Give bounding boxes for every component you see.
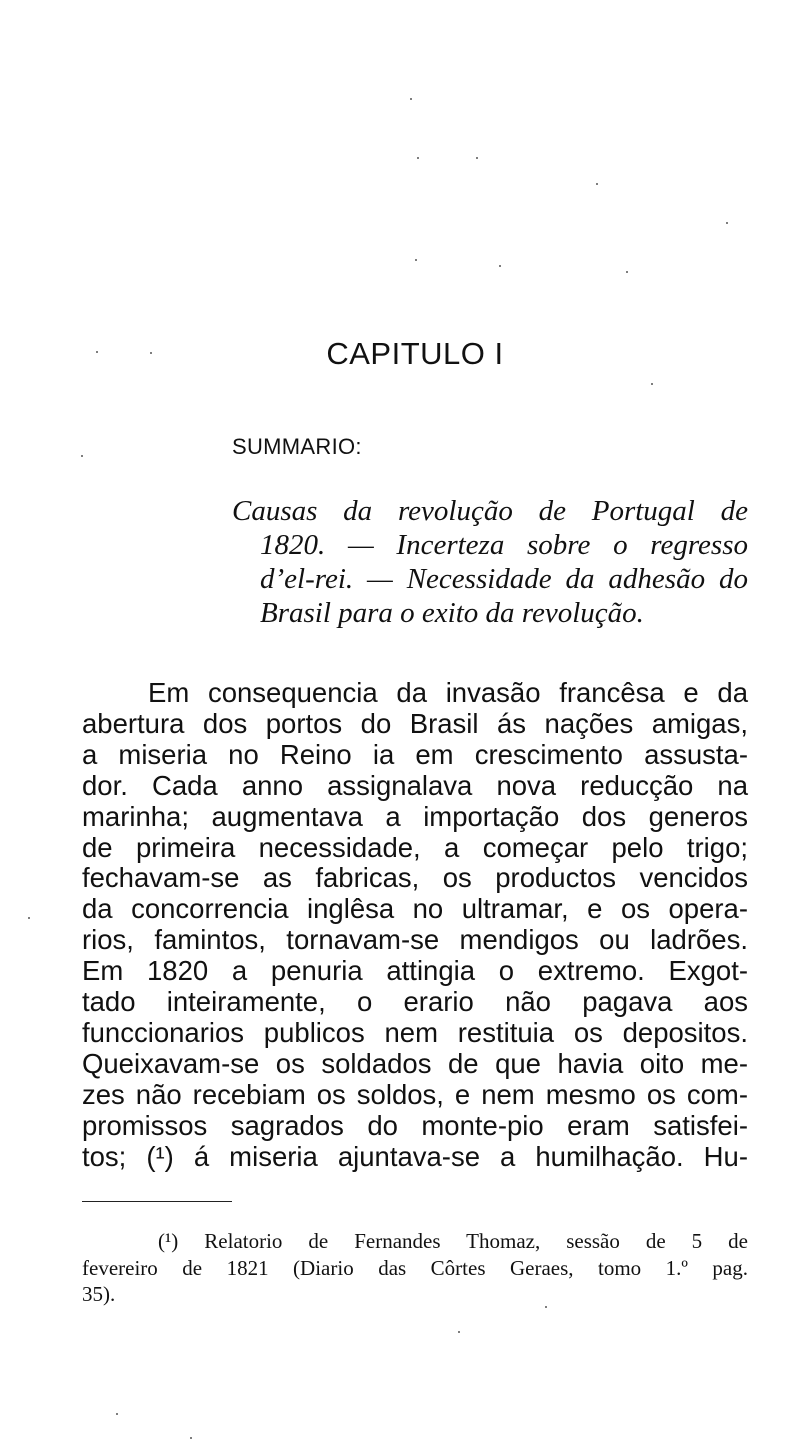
scan-speck	[116, 1413, 118, 1415]
body-line: abertura dos portos do Brasil ás nações amigas,	[82, 707, 748, 739]
scan-speck	[150, 352, 152, 354]
footnote	[82, 1228, 748, 1308]
scan-speck	[499, 265, 501, 267]
scan-speck	[651, 383, 653, 385]
footnote-line: 35).	[82, 1282, 116, 1306]
summary-label: SUMMARIO:	[232, 434, 362, 459]
footnote-line: (¹) Relatorio de Fernandes Thomaz, sessão de 5 de	[158, 1229, 748, 1253]
body-line: dor. Cada anno assignalava nova reducção na	[82, 769, 748, 801]
footnote-line: fevereiro de 1821 (Diario das Côrtes Geraes, tomo 1.º pag.	[82, 1255, 748, 1280]
body-paragraph	[82, 678, 748, 1173]
scan-speck	[410, 98, 412, 100]
summary-text	[232, 494, 748, 630]
body-line: a miseria no Reino ia em crescimento assusta-	[82, 738, 748, 770]
scan-speck	[190, 1437, 192, 1439]
footnote-divider	[82, 1201, 232, 1202]
scan-speck	[726, 222, 728, 224]
body-line: zes não recebiam os soldos, e nem mesmo os com-	[82, 1078, 748, 1110]
body-line: marinha; augmentava a importação dos generos	[82, 800, 748, 832]
scan-speck	[417, 157, 419, 159]
scan-speck	[626, 271, 628, 273]
body-line: promissos sagrados do monte-pio eram satisfei-	[82, 1109, 748, 1141]
body-line: de primeira necessidade, a começar pelo trigo;	[82, 831, 748, 863]
chapter-title: CAPITULO I	[326, 336, 504, 371]
body-line: tos; (¹) á miseria ajuntava-se a humilhação. Hu-	[82, 1140, 748, 1172]
summary-line: d’el-rei. — Necessidade da adhesão do	[260, 563, 748, 595]
scan-speck	[81, 455, 83, 457]
body-line: tado inteiramente, o erario não pagava aos	[82, 986, 748, 1018]
scan-speck	[415, 259, 417, 261]
body-line: da concorrencia inglêsa no ultramar, e os opera-	[82, 893, 748, 925]
body-line: Em consequencia da invasão francêsa e da	[148, 677, 748, 708]
scan-speck	[596, 183, 598, 185]
summary-line: Brasil para o exito da revolução.	[260, 597, 644, 629]
scan-speck	[28, 917, 30, 919]
body-line: Queixavam-se os soldados de que havia oito me-	[82, 1047, 748, 1079]
scan-speck	[96, 351, 98, 353]
scan-speck	[476, 157, 478, 159]
summary-line: Causas da revolução de Portugal de	[232, 495, 748, 527]
body-line: fechavam-se as fabricas, os productos vencidos	[82, 862, 748, 894]
body-line: rios, famintos, tornavam-se mendigos ou ladrões.	[82, 924, 748, 956]
summary-line: 1820. — Incerteza sobre o regresso	[260, 529, 748, 561]
body-line: funccionarios publicos nem restituia os depositos.	[82, 1016, 748, 1048]
scan-speck	[545, 1306, 547, 1308]
body-line: Em 1820 a penuria attingia o extremo. Exgot-	[82, 955, 748, 987]
scan-speck	[458, 1331, 460, 1333]
